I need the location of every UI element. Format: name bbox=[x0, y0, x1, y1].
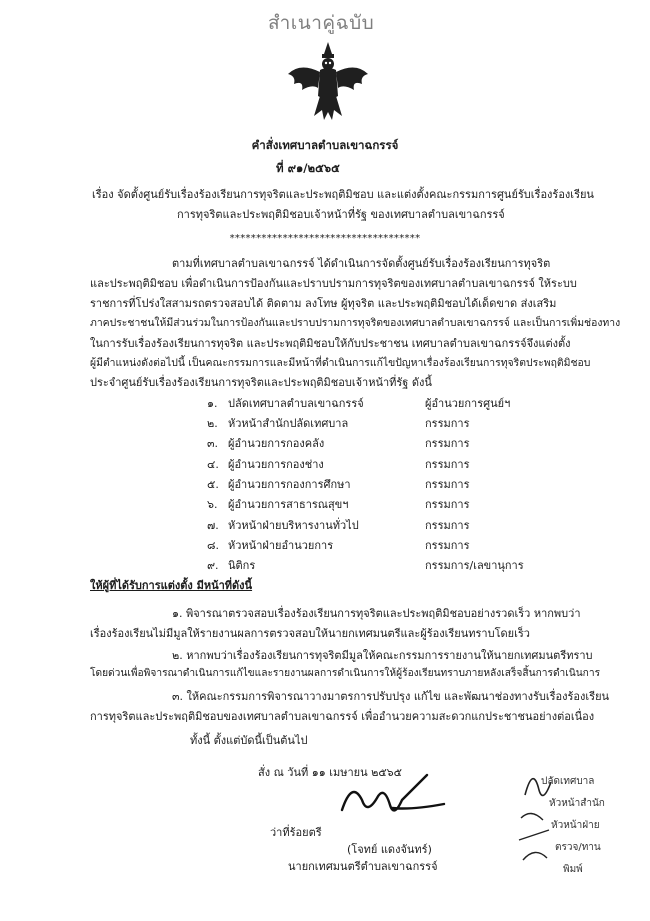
committee-item-role: กรรมการ bbox=[425, 498, 470, 511]
committee-item-position: ปลัดเทศบาลตำบลเขาฉกรรจ์ bbox=[228, 397, 364, 410]
committee-item-role: ผู้อำนวยการศูนย์ฯ bbox=[425, 397, 511, 410]
routing-label: ตรวจ/ทาน bbox=[555, 842, 601, 853]
copy-stamp: สำเนาคู่ฉบับ bbox=[268, 12, 375, 34]
signer-name: (โจทย์ แดงจันทร์) bbox=[347, 843, 432, 856]
body-line: ประจำศูนย์รับเรื่องร้องเรียนการทุจริตและประพฤติมิชอบเจ้าหน้าที่รัฐ ดังนี้ bbox=[90, 376, 432, 389]
duty-line: โดยด่วนเพื่อพิจารณาดำเนินการแก้ไขและรายงานผลการดำเนินการให้ผู้ร้องเรียนทราบภายหลังเสร็จสิ้นการดำเนินการ bbox=[90, 668, 601, 679]
routing-label: พิมพ์ bbox=[563, 864, 583, 875]
committee-item-role: กรรมการ bbox=[425, 417, 470, 430]
order-title: คำสั่งเทศบาลตำบลเขาฉกรรจ์ bbox=[251, 138, 399, 152]
body-line: ภาคประชาชนให้มีส่วนร่วมในการป้องกันและปราบปรามการทุจริตของเทศบาลตำบลเขาฉกรรจ์ และเป็นการเพิ่มช่องทาง bbox=[90, 317, 621, 329]
order-number: ที่ ๙๑/๒๕๖๕ bbox=[276, 161, 340, 175]
committee-item-number: ๘. bbox=[207, 539, 219, 552]
duties-heading: ให้ผู้ที่ได้รับการแต่งตั้ง มีหน้าที่ดังนี้ bbox=[90, 579, 253, 592]
committee-item-role: กรรมการ bbox=[425, 519, 470, 532]
effective-line: ทั้งนี้ ตั้งแต่บัดนี้เป็นต้นไป bbox=[190, 734, 308, 747]
body-line: ราชการที่โปร่งใสสามรถตรวจสอบได้ ติดตาม ลงโทษ ผู้ทุจริต และประพฤติมิชอบได้เด็ดขาด ส่งเสริม bbox=[90, 297, 557, 310]
committee-item-number: ๑. bbox=[207, 397, 218, 410]
committee-item-position: นิติกร bbox=[228, 559, 256, 572]
signer-title: นายกเทศมนตรีตำบลเขาฉกรรจ์ bbox=[288, 860, 438, 873]
routing-label: หัวหน้าสำนัก bbox=[549, 798, 605, 809]
duty-line: ๑. พิจารณาตรวจสอบเรื่องร้องเรียนการทุจริตและประพฤติมิชอบอย่างรวดเร็ว หากพบว่า bbox=[172, 607, 581, 620]
routing-initials bbox=[515, 760, 635, 880]
committee-item-role: กรรมการ bbox=[425, 478, 470, 491]
signer-rank: ว่าที่ร้อยตรี bbox=[270, 826, 322, 839]
body-line: ตามที่เทศบาลตำบลเขาฉกรรจ์ ได้ดำเนินการจัดตั้งศูนย์รับเรื่องร้องเรียนการทุจริต bbox=[172, 257, 551, 270]
duty-line: เรื่องร้องเรียนไม่มีมูลให้รายงานผลการตรวจสอบให้นายกเทศมนตรีและผู้ร้องเรียนทราบโดยเร็ว bbox=[90, 627, 530, 640]
committee-item-role: กรรมการ bbox=[425, 458, 470, 471]
committee-item-role: กรรมการ bbox=[425, 437, 470, 450]
signing-date: สั่ง ณ วันที่ ๑๑ เมษายน ๒๕๖๕ bbox=[258, 766, 402, 779]
body-line: ในการรับเรื่องร้องเรียนการทุจริต และประพฤติมิชอบให้กับประชาชน เทศบาลตำบลเขาฉกรรจ์จึงแต่งตั้ง bbox=[90, 337, 571, 350]
committee-item-position: ผู้อำนวยการกองช่าง bbox=[228, 458, 324, 471]
body-line: และประพฤติมิชอบ เพื่อดำเนินการป้องกันและปราบปรามการทุจริตของเทศบาลตำบลเขาฉกรรจ์ ให้ระบบ bbox=[90, 277, 577, 290]
routing-label: ปลัดเทศบาล bbox=[541, 776, 595, 787]
routing-label: หัวหน้าฝ่าย bbox=[551, 820, 600, 831]
duty-line: การทุจริตและประพฤติมิชอบของเทศบาลตำบลเขาฉกรรจ์ เพื่ออำนวยความสะดวกแกประชาชนอย่างต่อเนื่อง bbox=[90, 710, 595, 723]
committee-item-number: ๒. bbox=[207, 417, 218, 430]
separator: ************************************ bbox=[229, 233, 421, 244]
committee-item-position: ผู้อำนวยการกองคลัง bbox=[228, 437, 325, 450]
duty-line: ๒. หากพบว่าเรื่องร้องเรียนการทุจริตมีมูลให้คณะกรรมการรายงานให้นายกเทศมนตรีทราบ bbox=[172, 649, 593, 662]
committee-item-number: ๕. bbox=[207, 478, 219, 491]
committee-item-number: ๗. bbox=[207, 519, 219, 532]
committee-item-role: กรรมการ/เลขานุการ bbox=[425, 559, 524, 572]
body-line: ผู้มีตำแหน่งดังต่อไปนี้ เป็นคณะกรรมการและมีหน้าที่ดำเนินการแก้ไขปัญหาเรื่องร้องเรียนการทุจริตประพฤติมิชอบ bbox=[90, 357, 591, 369]
committee-item-number: ๓. bbox=[207, 437, 219, 450]
committee-item-role: กรรมการ bbox=[425, 539, 470, 552]
subject-line-2: การทุจริตและประพฤติมิชอบเจ้าหน้าที่รัฐ ของเทศบาลตำบลเขาฉกรรจ์ bbox=[177, 208, 505, 221]
garuda-emblem-icon bbox=[286, 40, 370, 124]
committee-item-position: ผู้อำนวยการสาธารณสุขฯ bbox=[228, 498, 349, 511]
signature-icon bbox=[332, 770, 452, 830]
duty-line: ๓. ให้คณะกรรมการพิจารณาวางมาตรการปรับปรุง แก้ไข และพัฒนาช่องทางรับเรื่องร้องเรียน bbox=[172, 690, 610, 703]
committee-item-position: หัวหน้าสำนักปลัดเทศบาล bbox=[228, 417, 349, 430]
committee-item-position: หัวหน้าฝ่ายบริหารงานทั่วไป bbox=[228, 519, 359, 532]
committee-item-position: ผู้อำนวยการกองการศึกษา bbox=[228, 478, 351, 491]
subject-line-1: เรื่อง จัดตั้งศูนย์รับเรื่องร้องเรียนการทุจริตและประพฤติมิชอบ และแต่งตั้งคณะกรรมการศูนย์รับเรื่องร้องเรียน bbox=[92, 188, 594, 201]
committee-item-position: หัวหน้าฝ่ายอำนวยการ bbox=[228, 539, 334, 552]
committee-item-number: ๔. bbox=[207, 458, 219, 471]
committee-item-number: ๙. bbox=[207, 559, 219, 572]
committee-item-number: ๖. bbox=[207, 498, 218, 511]
